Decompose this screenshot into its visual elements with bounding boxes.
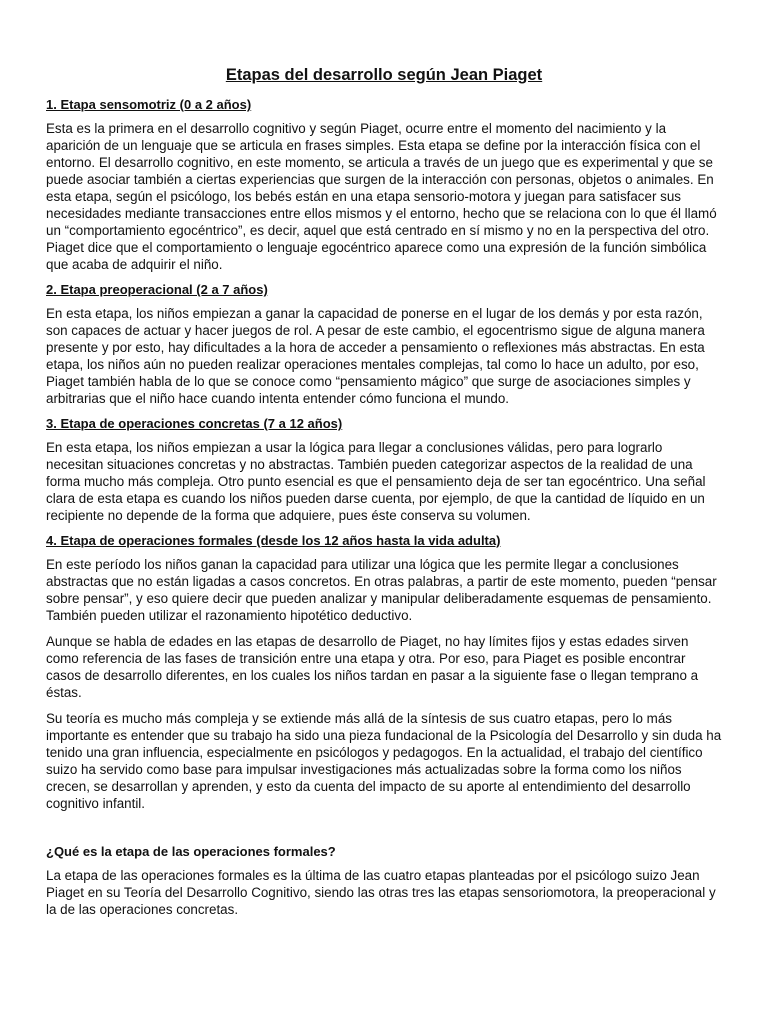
- section-sensorimotor: [46, 97, 722, 273]
- paragraph: En este período los niños ganan la capacidad para utilizar una lógica que les permite llegar a conclusiones abstractas que no están ligadas a casos concretos. En otras palabras, a partir de este momento, pueden “pensar sobre pensar”, y eso quiere decir que pueden analizar y manipular deliberadamente esquemas de pensamiento. También pueden utilizar el razonamiento hipotético deductivo.: [46, 557, 717, 623]
- section-concrete-operations: [46, 416, 722, 524]
- paragraph: En esta etapa, los niños empiezan a usar la lógica para llegar a conclusiones válidas, pero para lograrlo necesitan situaciones concretas y no abstractas. También pueden categorizar aspectos de la realidad de una forma mucho más compleja. Otro punto esencial es que el pensamiento deja de ser tan egocéntrico. Una señal clara de esta etapa es cuando los niños pueden darse cuenta, por ejemplo, de que la cantidad de líquido en un recipiente no depende de la forma que adquiere, pues éste conserva su volumen.: [46, 440, 706, 523]
- paragraph: Esta es la primera en el desarrollo cognitivo y según Piaget, ocurre entre el momento del nacimiento y la aparición de un lenguaje que se articula en frases simples. Esta etapa se define por la interacción física con el entorno. El desarrollo cognitivo, en este momento, se articula a través de un juego que es experimental y que se puede asociar también a ciertas experiencias que surgen de la interacción con personas, objetos o animales. En esta etapa, según el psicólogo, los bebés están en una etapa sensorio-motora y juegan para satisfacer sus necesidades mediante transacciones entre ellos mismos y el entorno, hecho que se relaciona con lo que él llamó un “comportamiento egocéntrico”, es decir, aquel que está centrado en sí mismo y no en la perspectiva del otro. Piaget dice que el comportamiento o lenguaje egocéntrico aparece como una expresión de la función simbólica que acaba de adquirir el niño.: [46, 121, 717, 272]
- section-heading: 3. Etapa de operaciones concretas (7 a 12 años): [46, 416, 343, 431]
- paragraph: Aunque se habla de edades en las etapas de desarrollo de Piaget, no hay límites fijos y estas edades sirven como referencia de las fases de transición entre una etapa y otra. Por eso, para Piaget es posible encontrar casos de desarrollo diferentes, en los cuales los niños tardan en pasar a la siguiente fase o llegan temprano a éstas.: [46, 634, 699, 700]
- document-title: Etapas del desarrollo según Jean Piaget: [225, 66, 543, 84]
- paragraph: La etapa de las operaciones formales es la última de las cuatro etapas planteadas por el psicólogo suizo Jean Piaget en su Teoría del Desarrollo Cognitivo, siendo las otras tres las etapas sensoriomotora, la preoperacional y la de las operaciones concretas.: [46, 868, 716, 917]
- question-section: [46, 844, 722, 918]
- section-heading: 4. Etapa de operaciones formales (desde los 12 años hasta la vida adulta): [46, 533, 501, 548]
- section-preoperational: [46, 282, 722, 407]
- question-heading: ¿Qué es la etapa de las operaciones formales?: [46, 844, 336, 859]
- section-heading: 2. Etapa preoperacional (2 a 7 años): [46, 282, 268, 297]
- section-heading: 1. Etapa sensomotriz (0 a 2 años): [46, 97, 252, 112]
- paragraph: En esta etapa, los niños empiezan a ganar la capacidad de ponerse en el lugar de los demás y por esta razón, son capaces de actuar y hacer juegos de rol. A pesar de este cambio, el egocentrismo sigue de alguna manera presente y por esto, hay dificultades a la hora de acceder a pensamiento o reflexiones más abstractas. En esta etapa, los niños aún no pueden realizar operaciones mentales complejas, tal como lo hace un adulto, por eso, Piaget también habla de lo que se conoce como “pensamiento mágico” que surge de asociaciones simples y arbitrarias que el niño hace cuando intenta entender cómo funciona el mundo.: [46, 306, 705, 406]
- spacer: [46, 821, 722, 844]
- section-formal-operations: [46, 533, 722, 812]
- paragraph: Su teoría es mucho más compleja y se extiende más allá de la síntesis de sus cuatro etapas, pero lo más importante es entender que su trabajo ha sido una pieza fundacional de la Psicología del Desarrollo y sin duda ha tenido una gran influencia, especialmente en psicólogos y pedagogos. En la actualidad, el trabajo del científico suizo ha servido como base para impulsar investigaciones más actualizadas sobre la forma como los niños crecen, se desarrollan y aprenden, y esto da cuenta del impacto de su aporte al entendimiento del desarrollo cognitivo infantil.: [46, 711, 722, 811]
